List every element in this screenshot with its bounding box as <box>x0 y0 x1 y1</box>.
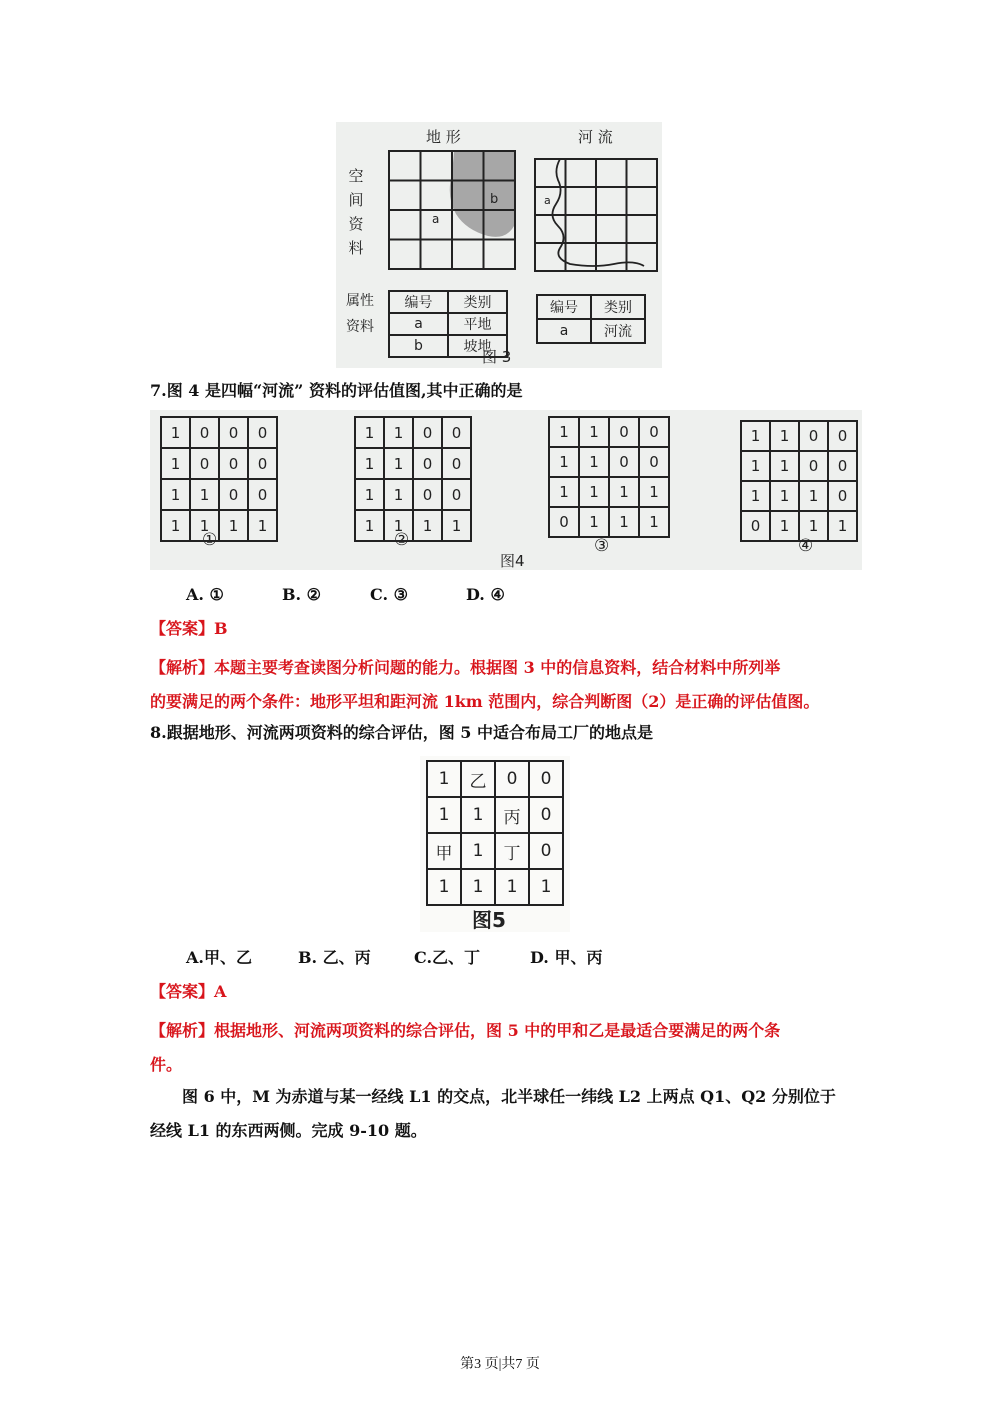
grid-cell: 1 <box>799 481 828 511</box>
option-c: C.乙、丁 <box>414 948 481 967</box>
table-row <box>355 417 471 448</box>
grid-cell: 1 <box>461 869 495 905</box>
table-cell: a <box>389 313 448 335</box>
grid-3 <box>548 416 670 538</box>
grid-cell: 0 <box>442 479 471 510</box>
grid-4-label: ④ <box>798 536 814 556</box>
grid-cell: 1 <box>549 447 579 477</box>
grid-cell: 1 <box>355 448 384 479</box>
grid-cell: 乙 <box>461 761 495 797</box>
table-row <box>355 510 471 541</box>
grid-cell: 1 <box>770 511 799 541</box>
option-c: C. ③ <box>370 585 408 604</box>
grid-cell: 0 <box>413 479 442 510</box>
table-cell: 河流 <box>591 319 645 343</box>
grid-cell: 1 <box>427 761 461 797</box>
grid-cell: 1 <box>579 417 609 447</box>
river-title: 河 流 <box>578 128 613 146</box>
option-a: A. ① <box>186 585 224 604</box>
table-row <box>427 833 563 869</box>
figure-5 <box>420 756 570 932</box>
grid-cell: 1 <box>529 869 563 905</box>
table-header: 类别 <box>448 291 507 313</box>
grid-cell: 1 <box>461 833 495 869</box>
terrain-title: 地 形 <box>426 128 461 146</box>
grid-cell: 0 <box>413 448 442 479</box>
grid-3-label: ③ <box>594 536 610 556</box>
analysis-line: 的要满足的两个条件：地形平坦和距河流 1km 范围内，综合判断图（2）是正确的评估值图。 <box>150 692 820 711</box>
table-row <box>537 295 645 319</box>
river-map <box>534 158 658 272</box>
grid-cell: 0 <box>529 797 563 833</box>
grid-cell: 1 <box>355 510 384 541</box>
grid-cell: 1 <box>549 477 579 507</box>
grid-cell: 1 <box>355 479 384 510</box>
question-7-analysis <box>150 651 870 719</box>
grid-cell: 1 <box>413 510 442 541</box>
attr-label-line: 资料 <box>346 319 374 335</box>
terrain-label-a: a <box>432 212 440 226</box>
grid-cell: 0 <box>495 761 529 797</box>
question-8-text: 8.跟据地形、河流两项资料的综合评估，图 5 中适合布局工厂的地点是 <box>150 723 653 742</box>
spatial-label <box>346 164 366 260</box>
grid-cell: 1 <box>549 417 579 447</box>
option-b: B. ② <box>282 585 322 604</box>
grid-cell: 1 <box>161 510 190 541</box>
table-row <box>427 797 563 833</box>
grid-cell: 0 <box>190 448 219 479</box>
spatial-label-char: 料 <box>348 239 364 257</box>
grid-cell: 1 <box>639 507 669 537</box>
grid-1-label: ① <box>202 530 218 550</box>
table-cell: 坡地 <box>448 335 507 357</box>
figure-5-caption: 图5 <box>472 908 506 932</box>
grid-cell: 0 <box>219 448 248 479</box>
grid-5 <box>426 760 564 906</box>
table-row <box>427 761 563 797</box>
grid-cell: 1 <box>639 477 669 507</box>
option-d: D. 甲、丙 <box>530 948 603 967</box>
river-attr-table <box>536 294 646 344</box>
table-cell: 平地 <box>448 313 507 335</box>
grid-cell: 1 <box>609 507 639 537</box>
table-row <box>161 417 277 448</box>
question-7-answer: 【答案】B <box>150 619 228 638</box>
grid-2 <box>354 416 472 542</box>
river-label-a: a <box>544 194 551 207</box>
table-row <box>537 319 645 343</box>
grid-cell: 1 <box>355 417 384 448</box>
table-header: 类别 <box>591 295 645 319</box>
questions-9-10-intro <box>150 1080 870 1148</box>
grid-cell: 0 <box>413 417 442 448</box>
grid-cell: 1 <box>741 481 770 511</box>
grid-cell: 1 <box>190 479 219 510</box>
grid-cell: 1 <box>579 507 609 537</box>
grid-cell: 0 <box>828 421 857 451</box>
grid-cell: 丙 <box>495 797 529 833</box>
grid-cell: 0 <box>741 511 770 541</box>
figure-3-caption: 图 3 <box>482 348 512 366</box>
figure-4 <box>150 410 862 570</box>
attr-label-line: 属性 <box>346 293 374 309</box>
grid-cell: 0 <box>219 479 248 510</box>
table-header: 编号 <box>537 295 591 319</box>
grid-cell: 1 <box>770 421 799 451</box>
grid-cell: 1 <box>427 869 461 905</box>
grid-cell: 0 <box>190 417 219 448</box>
grid-cell: 1 <box>248 510 277 541</box>
grid-cell: 1 <box>190 510 219 541</box>
option-b: B. 乙、丙 <box>298 948 371 967</box>
question-7-options <box>186 583 505 607</box>
grid-cell: 0 <box>639 417 669 447</box>
table-row <box>389 313 507 335</box>
figure-3 <box>336 122 662 368</box>
analysis-line: 件。 <box>150 1055 183 1074</box>
question-7-text: 7.图 4 是四幅“河流” 资料的评估值图,其中正确的是 <box>150 381 523 400</box>
grid-cell: 1 <box>579 447 609 477</box>
table-row <box>549 477 669 507</box>
question-8-analysis <box>150 1014 870 1082</box>
grid-cell: 1 <box>161 479 190 510</box>
table-row <box>549 417 669 447</box>
intro-line: 图 6 中，M 为赤道与某一经线 L1 的交点，北半球任一纬线 L2 上两点 Q1、Q2 分别位于 <box>182 1087 836 1106</box>
table-row <box>355 448 471 479</box>
table-header: 编号 <box>389 291 448 313</box>
grid-1 <box>160 416 278 542</box>
grid-cell: 1 <box>770 481 799 511</box>
grid-cell: 1 <box>799 511 828 541</box>
grid-cell: 丁 <box>495 833 529 869</box>
spatial-label-char: 间 <box>348 191 364 209</box>
grid-cell: 0 <box>248 479 277 510</box>
option-d: D. ④ <box>466 585 505 604</box>
spatial-label-char: 空 <box>348 167 364 185</box>
grid-4 <box>740 420 858 542</box>
grid-cell: 1 <box>461 797 495 833</box>
figure-4-caption: 图4 <box>500 552 525 570</box>
grid-cell: 1 <box>161 448 190 479</box>
grid-cell: 甲 <box>427 833 461 869</box>
grid-cell: 1 <box>384 479 413 510</box>
grid-cell: 0 <box>529 761 563 797</box>
grid-cell: 0 <box>248 417 277 448</box>
grid-cell: 1 <box>427 797 461 833</box>
grid-cell: 1 <box>384 448 413 479</box>
grid-cell: 0 <box>828 451 857 481</box>
grid-cell: 1 <box>442 510 471 541</box>
table-row <box>161 510 277 541</box>
table-row <box>549 447 669 477</box>
terrain-map <box>388 150 516 270</box>
grid-2-label: ② <box>394 530 410 550</box>
table-row <box>427 869 563 905</box>
grid-cell: 1 <box>579 477 609 507</box>
grid-cell: 0 <box>799 421 828 451</box>
grid-cell: 0 <box>549 507 579 537</box>
grid-cell: 1 <box>161 417 190 448</box>
grid-cell: 1 <box>770 451 799 481</box>
grid-cell: 1 <box>741 421 770 451</box>
table-row <box>161 479 277 510</box>
table-cell: a <box>537 319 591 343</box>
table-row <box>741 481 857 511</box>
grid-cell: 0 <box>442 448 471 479</box>
grid-cell: 1 <box>495 869 529 905</box>
analysis-line: 【解析】本题主要考查读图分析问题的能力。根据图 3 中的信息资料，结合材料中所列举 <box>150 658 781 677</box>
option-a: A.甲、乙 <box>186 948 252 967</box>
question-8-options <box>186 946 602 970</box>
grid-cell: 0 <box>609 447 639 477</box>
grid-cell: 0 <box>442 417 471 448</box>
grid-cell: 1 <box>384 417 413 448</box>
grid-cell: 0 <box>219 417 248 448</box>
grid-cell: 0 <box>248 448 277 479</box>
spatial-label-char: 资 <box>348 215 364 233</box>
analysis-line: 【解析】根据地形、河流两项资料的综合评估，图 5 中的甲和乙是最适合要满足的两个条 <box>150 1021 781 1040</box>
grid-cell: 0 <box>799 451 828 481</box>
terrain-label-b: b <box>490 192 499 207</box>
table-row <box>389 291 507 313</box>
grid-cell: 1 <box>609 477 639 507</box>
grid-cell: 0 <box>639 447 669 477</box>
grid-cell: 0 <box>828 481 857 511</box>
attr-label <box>346 288 374 340</box>
table-row <box>549 507 669 537</box>
grid-cell: 1 <box>741 451 770 481</box>
page-footer: 第3 页|共7 页 <box>460 1357 540 1372</box>
grid-cell: 0 <box>529 833 563 869</box>
grid-cell: 1 <box>219 510 248 541</box>
table-row <box>741 451 857 481</box>
table-row <box>355 479 471 510</box>
table-row <box>161 448 277 479</box>
grid-cell: 1 <box>828 511 857 541</box>
grid-cell: 0 <box>609 417 639 447</box>
question-8-answer: 【答案】A <box>150 982 227 1001</box>
table-cell: b <box>389 335 448 357</box>
grid-cell: 1 <box>384 510 413 541</box>
intro-line: 经线 L1 的东西两侧。完成 9-10 题。 <box>150 1121 427 1140</box>
slope-area <box>450 152 514 237</box>
table-row <box>741 421 857 451</box>
